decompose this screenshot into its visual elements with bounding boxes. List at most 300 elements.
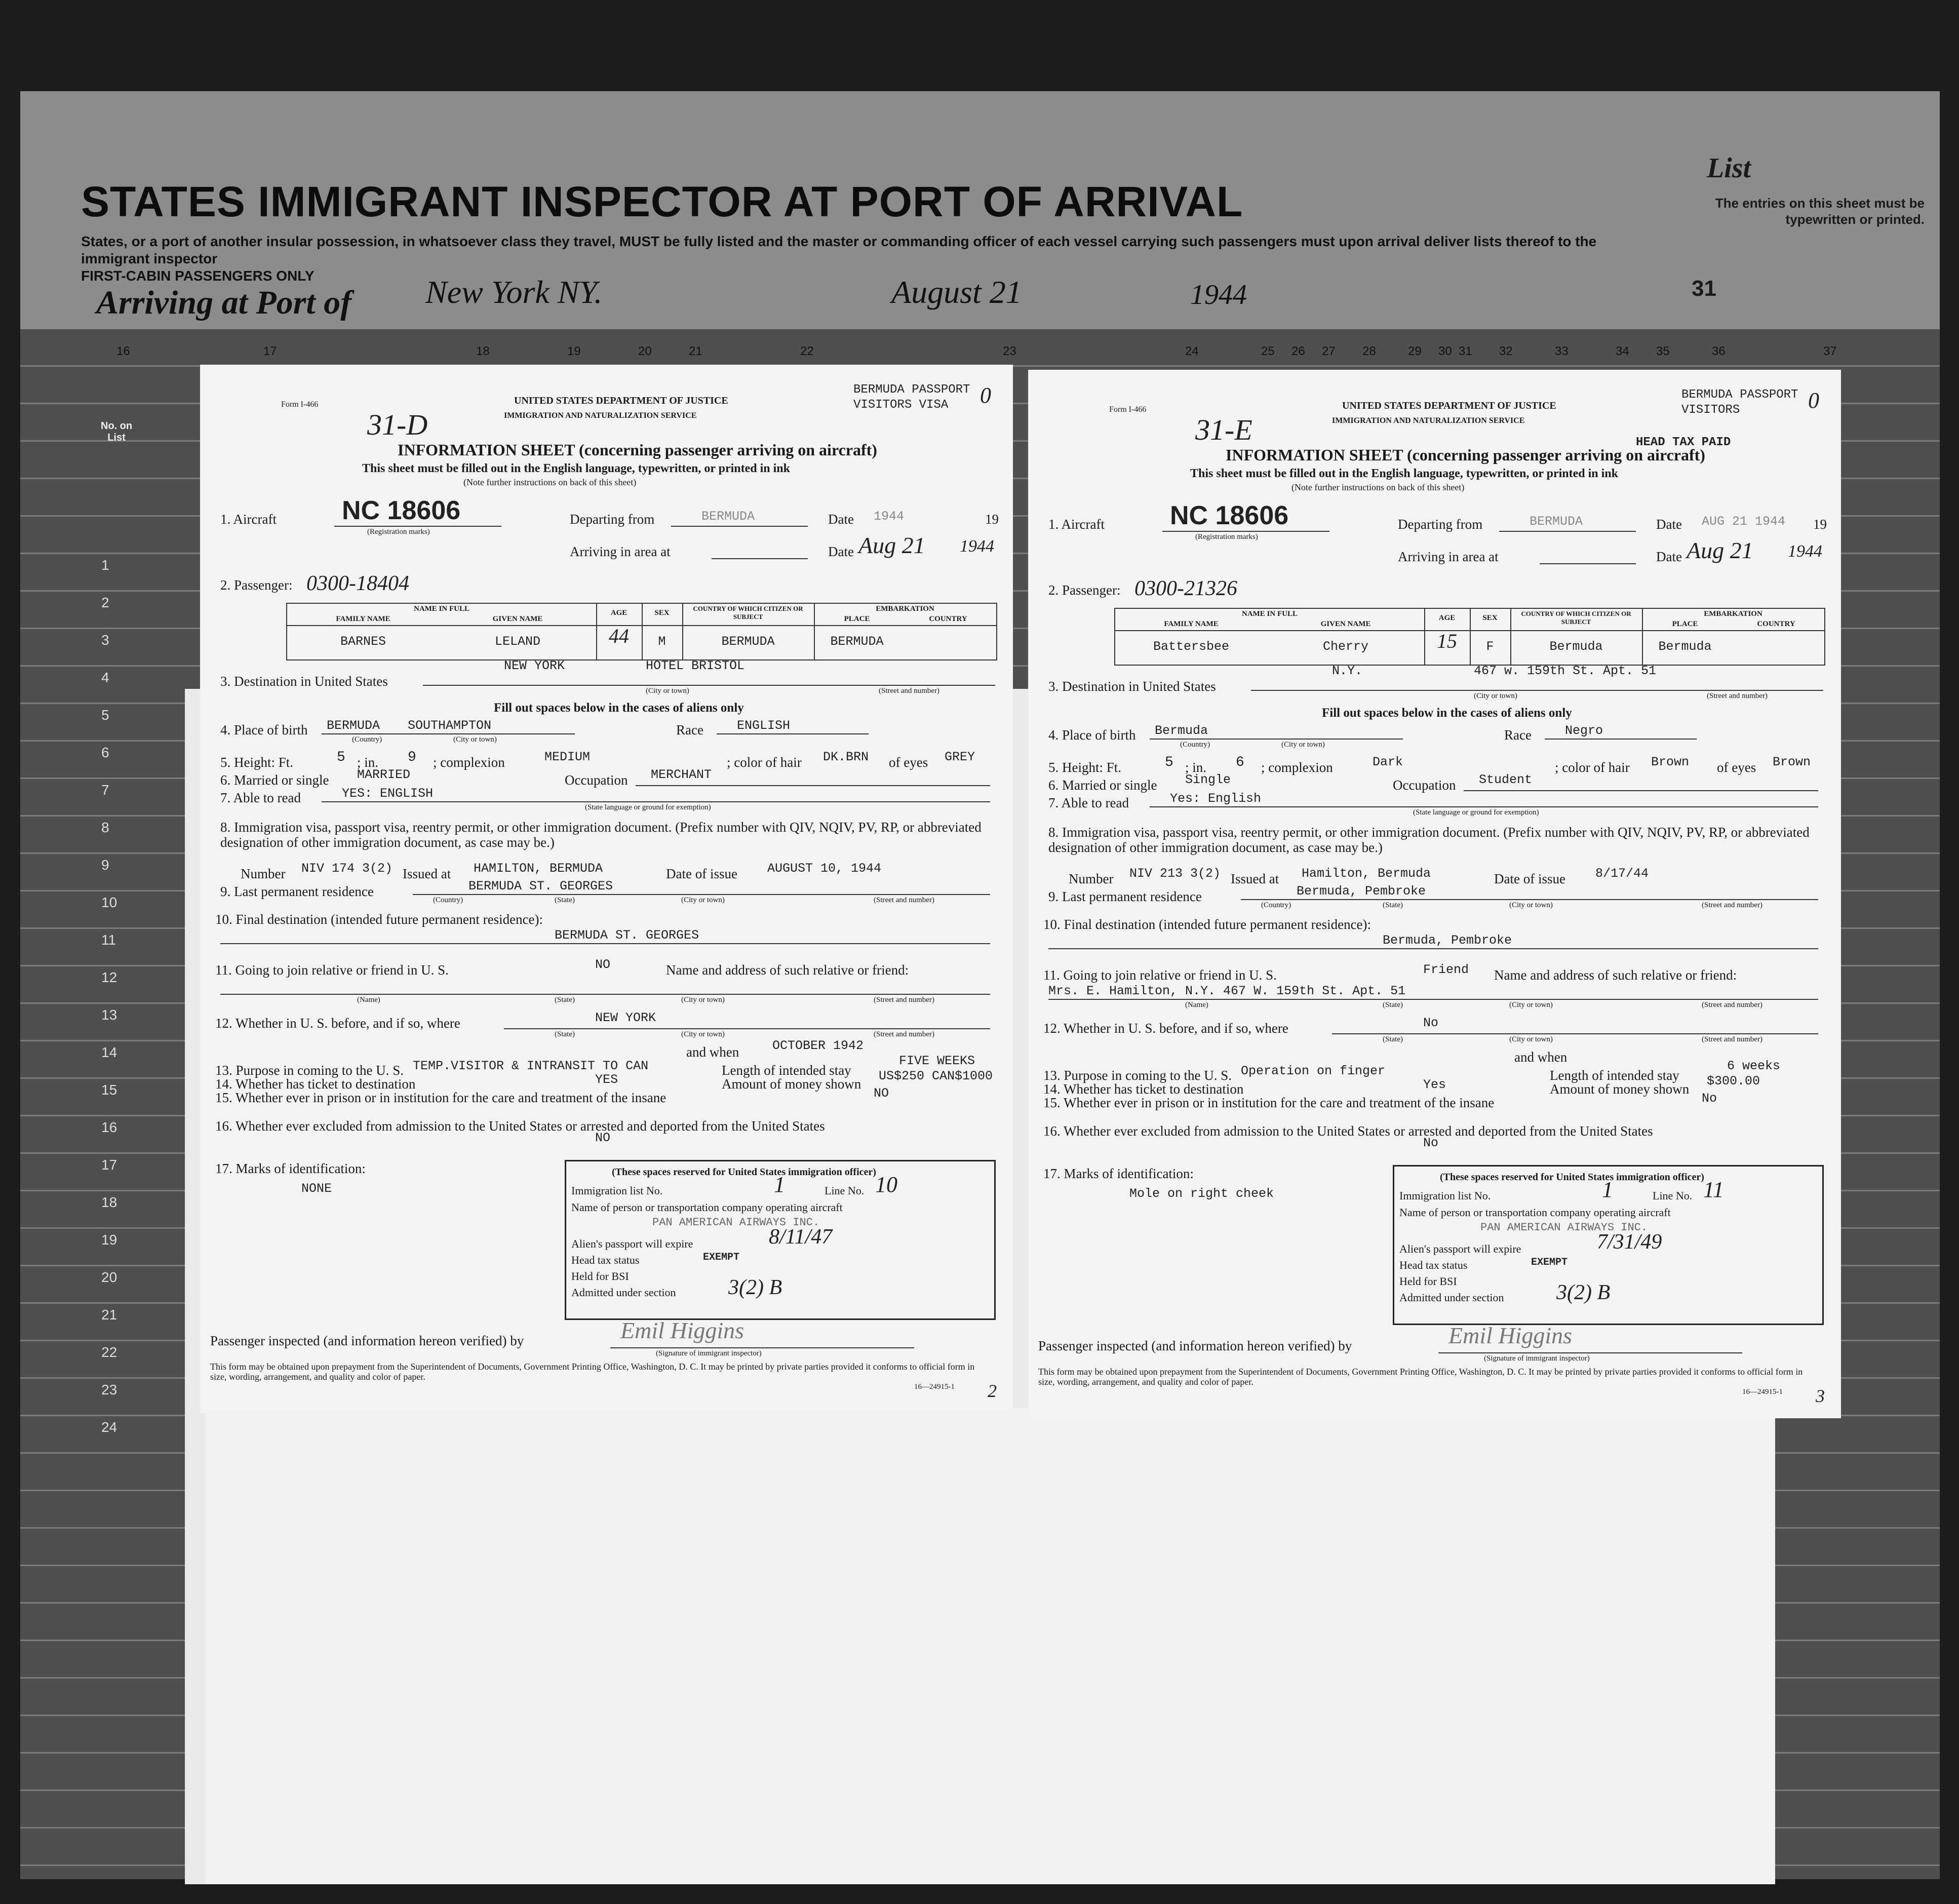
q10-label-text: Final destination (intended future permanent residence):	[236, 912, 543, 927]
signature-line	[610, 1347, 914, 1348]
form-title: INFORMATION SHEET (concerning passenger arriving on aircraft)	[398, 441, 877, 459]
city-caption-2: (City or town)	[1509, 901, 1553, 909]
ledger-subtitle	[81, 233, 1600, 285]
eyes-value: Brown	[1773, 755, 1811, 769]
q17-label-text: Marks of identification:	[1064, 1166, 1194, 1181]
q4-num: 4.	[1048, 727, 1062, 743]
marks-value: NONE	[301, 1181, 332, 1196]
cell-sex: M	[658, 634, 666, 649]
hair-label: ; color of hair	[1555, 760, 1630, 775]
q7-read-label	[220, 790, 301, 806]
city-caption: (City or town)	[1474, 692, 1517, 700]
ledger-row-number: 17	[101, 1157, 117, 1173]
ledger-row-number: 11	[101, 932, 116, 948]
th-place: PLACE	[844, 615, 870, 623]
city-caption-2: (City or town)	[681, 896, 725, 904]
q15-label-text: Whether ever in prison or in institution for the care and treatment of the insane	[1064, 1095, 1495, 1110]
ledger-column-number: 25	[1261, 344, 1275, 358]
sheet-id: 31-D	[367, 408, 428, 441]
q4-label-text: Place of birth	[234, 722, 308, 737]
ledger-row-number: 14	[101, 1044, 117, 1060]
ledger-column-number: 28	[1362, 344, 1376, 358]
q9-label-text: Last permanent residence	[234, 884, 374, 899]
q14-num: 14.	[1043, 1081, 1064, 1097]
signature-caption: (Signature of immigrant inspector)	[656, 1349, 762, 1357]
issued-at-value: HAMILTON, BERMUDA	[474, 861, 603, 876]
q13-num: 13.	[1043, 1068, 1064, 1083]
ledger-column-number: 18	[476, 344, 490, 358]
departing-from-value: BERMUDA	[1530, 514, 1583, 529]
th-name-in-full: NAME IN FULL	[413, 605, 469, 613]
line-no-label: Line No.	[825, 1184, 865, 1197]
line-no-label: Line No.	[1653, 1189, 1693, 1202]
form-footer: This form may be obtained upon prepayment from the Superintendent of Documents, Government Printing Office, Washington, D. C. It may be printed by private parties provided it conforms to official form in size, wording, arrangement, and quality and color of paper.	[210, 1362, 975, 1382]
q1-num: 1.	[1048, 517, 1062, 532]
city-caption-birth: (City or town)	[453, 735, 497, 744]
purpose-value: Operation on finger	[1241, 1064, 1386, 1078]
head-tax-value: EXEMPT	[703, 1252, 740, 1263]
ledger-row-number: 16	[101, 1119, 117, 1135]
read-line	[322, 801, 990, 802]
final-dest-value: Bermuda, Pembroke	[1383, 933, 1512, 948]
occupation-line	[1464, 790, 1818, 791]
departing-from-value: BERMUDA	[701, 509, 755, 524]
q13-num: 13.	[215, 1063, 236, 1078]
imm-list-label: Immigration list No.	[571, 1184, 663, 1197]
country-caption: (Country)	[352, 735, 382, 744]
us-before-value: No	[1423, 1016, 1439, 1030]
aircraft-line	[1162, 531, 1329, 532]
stay-value: 6 weeks	[1727, 1059, 1781, 1073]
expire-label: Alien's passport will expire	[571, 1237, 693, 1250]
name-table	[286, 603, 997, 660]
q2-num: 2.	[1048, 582, 1062, 598]
street-caption-3: (Street and number)	[1702, 1001, 1762, 1009]
q11-join-label	[1043, 967, 1277, 983]
head-tax-value: EXEMPT	[1531, 1257, 1568, 1268]
ledger-column-numbers	[20, 344, 1940, 365]
state-caption-3: (State)	[1383, 1035, 1403, 1043]
street-caption: (Street and number)	[879, 687, 939, 695]
ledger-row-number: 18	[101, 1194, 117, 1210]
date-departure-value: 1944	[874, 509, 905, 524]
q10-final-label	[215, 912, 543, 927]
height-ft-value: 5	[337, 750, 345, 765]
cell-emb-place: BERMUDA	[830, 634, 884, 649]
q11-num: 11.	[215, 962, 236, 978]
print-code: 16—24915-1	[914, 1383, 955, 1391]
race-value: ENGLISH	[737, 718, 791, 733]
aircraft-registration: NC 18606	[1170, 501, 1289, 530]
birth-line	[1150, 739, 1403, 740]
bsi-label: Held for BSI	[1399, 1275, 1457, 1288]
stay-label: Length of intended stay	[1550, 1068, 1679, 1083]
eyes-label: of eyes	[1717, 760, 1756, 775]
visa-stamp: BERMUDA PASSPORT VISITORS	[1681, 388, 1798, 417]
admitted-value: 3(2) B	[728, 1276, 782, 1299]
form-instructions: This sheet must be filled out in the English language, typewritten, or printed in ink	[1190, 467, 1618, 480]
issued-at-label: Issued at	[403, 866, 451, 881]
visa-number-value: NIV 213 3(2)	[1129, 866, 1221, 881]
money-label: Amount of money shown	[722, 1076, 861, 1092]
aliens-only-note: Fill out spaces below in the cases of aliens only	[494, 701, 744, 715]
ledger-date-handwritten: August 21	[891, 274, 1022, 310]
ledger-column-number: 32	[1499, 344, 1513, 358]
final-dest-value: BERMUDA ST. GEORGES	[555, 928, 699, 943]
money-label: Amount of money shown	[1550, 1081, 1690, 1097]
dest-city-value: N.Y.	[1332, 664, 1363, 678]
birth-line	[322, 733, 575, 734]
q3-label-text: Destination in United States	[1062, 679, 1216, 694]
money-value: US$250 CAN$1000	[879, 1069, 993, 1083]
q4-birth-label	[1048, 727, 1135, 743]
q3-destination-label	[220, 674, 388, 689]
q4-num: 4.	[220, 722, 234, 737]
q16-label-text: Whether ever excluded from admission to the United States or arrested and deported from the United States	[236, 1118, 825, 1134]
friend-address-value: Mrs. E. Hamilton, N.Y. 467 W. 159th St. Apt. 51	[1048, 984, 1406, 998]
occupation-value: Student	[1479, 772, 1533, 787]
country-caption-2: (Country)	[1261, 901, 1291, 909]
country-caption: (Country)	[1180, 741, 1210, 749]
street-caption-2: (Street and number)	[1702, 901, 1762, 909]
admitted-label: Admitted under section	[1399, 1291, 1504, 1304]
q5-num: 5.	[220, 755, 234, 770]
final-dest-line	[1048, 948, 1818, 949]
visa-stamp: BERMUDA PASSPORT VISITORS VISA	[853, 383, 970, 412]
race-line	[717, 733, 869, 734]
q17-num: 17.	[215, 1161, 236, 1176]
street-caption-4: (Street and number)	[874, 1030, 934, 1038]
join-value: Friend	[1423, 962, 1469, 977]
ledger-row-number: 8	[101, 820, 109, 835]
q10-num: 10.	[215, 912, 236, 927]
city-caption-4: (City or town)	[1509, 1035, 1553, 1043]
issue-date-label: Date of issue	[666, 866, 737, 881]
th-place: PLACE	[1672, 620, 1698, 628]
ledger-port-handwritten: New York NY.	[425, 274, 603, 310]
q16-num: 16.	[215, 1118, 236, 1134]
th-sex: SEX	[654, 609, 670, 617]
th-country-citizen: COUNTRY OF WHICH CITIZEN OR SUBJECT	[693, 605, 803, 620]
q6-married-label	[220, 772, 329, 788]
us-before-value: NEW YORK	[595, 1011, 656, 1025]
date-arrival-value: Aug 21	[1687, 537, 1753, 563]
q5-label-text: Height: Ft.	[234, 755, 294, 770]
hair-value: Brown	[1651, 755, 1690, 769]
city-caption: (City or town)	[646, 687, 689, 695]
dest-street-value: 467 w. 159th St. Apt. 51	[1474, 664, 1657, 678]
date-arrival-year: 1944	[1788, 542, 1822, 561]
married-value: MARRIED	[357, 767, 411, 782]
bsi-label: Held for BSI	[571, 1270, 629, 1283]
ledger-title: STATES IMMIGRANT INSPECTOR AT PORT OF ARRIVAL	[81, 178, 1243, 225]
ledger-column-number: 27	[1322, 344, 1336, 358]
cell-given-name: Cherry	[1322, 639, 1368, 654]
visa-number-label: Number	[1069, 871, 1114, 886]
ledger-first-cabin: FIRST-CABIN PASSENGERS ONLY	[81, 268, 315, 284]
ledger-column-number: 19	[567, 344, 581, 358]
date-19-label: 19	[985, 512, 999, 527]
height-ft-value: 5	[1165, 755, 1173, 770]
q3-num: 3.	[1048, 679, 1062, 694]
line-no-value: 10	[875, 1172, 897, 1197]
q11-num: 11.	[1043, 967, 1064, 983]
th-family-name: FAMILY NAME	[1164, 620, 1219, 628]
excluded-value: No	[1423, 1136, 1439, 1150]
city-caption-4: (City or town)	[681, 1030, 725, 1038]
q15-num: 15.	[1043, 1095, 1064, 1110]
form-number: Form I-466	[1109, 405, 1147, 414]
q16-label-text: Whether ever excluded from admission to the United States or arrested and deported from the United States	[1064, 1123, 1653, 1139]
race-value: Negro	[1565, 723, 1603, 738]
q3-destination-label	[1048, 679, 1216, 694]
th-sex: SEX	[1482, 614, 1498, 622]
cell-age: 15	[1437, 630, 1457, 652]
q2-label-text: Passenger:	[1062, 582, 1121, 598]
when-label: and when	[1514, 1050, 1568, 1065]
q9-lastres-label	[220, 884, 374, 900]
complexion-value: Dark	[1373, 755, 1403, 769]
q4-birth-label	[220, 722, 307, 738]
visa-number-value: NIV 174 3(2)	[301, 861, 393, 876]
read-value: YES: ENGLISH	[342, 786, 434, 801]
head-tax-stamp: HEAD TAX PAID	[1636, 436, 1731, 449]
ledger-column-number: 35	[1656, 344, 1670, 358]
cell-sex: F	[1486, 639, 1494, 654]
th-age: AGE	[1438, 614, 1456, 622]
last-res-value: Bermuda, Pembroke	[1297, 884, 1426, 899]
ledger-row-number: 12	[101, 969, 117, 985]
aircraft-registration: NC 18606	[342, 496, 461, 525]
country-caption-2: (Country)	[433, 896, 463, 904]
aircraft-line	[334, 526, 501, 527]
ledger-column-number: 26	[1291, 344, 1305, 358]
issue-date-value: 8/17/44	[1595, 866, 1649, 881]
q12-num: 12.	[1043, 1021, 1064, 1036]
street-caption-3: (Street and number)	[874, 996, 934, 1004]
date-19-label: 19	[1813, 517, 1827, 532]
q7-label-text: Able to read	[1061, 795, 1129, 810]
ledger-row-number: 9	[101, 857, 109, 873]
date-departure-value: AUG 21 1944	[1702, 514, 1786, 529]
ledger-row-number: 6	[101, 745, 109, 760]
operator-label: Name of person or transportation company operating aircraft	[1399, 1206, 1671, 1219]
last-res-value: BERMUDA ST. GEORGES	[468, 879, 613, 893]
date-arrival-label: Date	[828, 544, 854, 559]
officer-box	[565, 1160, 996, 1320]
ledger-column-number: 29	[1408, 344, 1422, 358]
us-before-line	[1332, 1033, 1818, 1034]
ledger-year-handwritten: 1944	[1190, 279, 1247, 310]
date-arrival-label: Date	[1656, 549, 1682, 564]
q1-aircraft-label	[220, 512, 277, 527]
q2-label-text: Passenger:	[234, 577, 293, 593]
passenger-number: 0300-18404	[306, 572, 409, 595]
ledger-column-number: 17	[263, 344, 277, 358]
q2-passenger-label	[220, 577, 292, 593]
date-label: Date	[1656, 517, 1682, 532]
complexion-label: ; complexion	[433, 755, 505, 770]
ledger-row-number: 1	[101, 557, 109, 573]
ledger-row-number: 23	[101, 1382, 117, 1397]
q14-label-text: Whether has ticket to destination	[236, 1076, 416, 1092]
friend-line	[220, 994, 990, 995]
q5-height-label	[220, 755, 293, 770]
ledger-row-number: 15	[101, 1082, 117, 1098]
race-label: Race	[676, 722, 703, 737]
print-code: 16—24915-1	[1742, 1388, 1783, 1396]
ledger-row-number: 19	[101, 1232, 117, 1248]
ticket-value: Yes	[1423, 1077, 1446, 1092]
departing-label: Departing from	[1398, 517, 1483, 532]
occupation-line	[636, 785, 990, 786]
departing-line	[1499, 531, 1636, 532]
aliens-only-note: Fill out spaces below in the cases of aliens only	[1322, 706, 1572, 720]
q12-label-text: Whether in U. S. before, and if so, where	[236, 1016, 460, 1031]
signature-caption: (Signature of immigrant inspector)	[1484, 1354, 1590, 1363]
service-name: IMMIGRATION AND NATURALIZATION SERVICE	[504, 411, 697, 420]
name-addr-label: Name and address of such relative or friend:	[1494, 967, 1737, 983]
ledger-column-number: 22	[800, 344, 814, 358]
corner-mark: 0	[1808, 388, 1819, 413]
ledger-row-number: 4	[101, 670, 109, 685]
q12-usbefore-label	[1043, 1021, 1288, 1036]
q6-label-text: Married or single	[1062, 778, 1157, 793]
visa-number-label: Number	[241, 866, 286, 881]
th-age: AGE	[610, 609, 628, 617]
q10-final-label	[1043, 917, 1371, 932]
sheet-number: 2	[988, 1381, 997, 1401]
issue-date-value: AUGUST 10, 1944	[767, 861, 882, 876]
q2-num: 2.	[220, 577, 234, 593]
stay-value: FIVE WEEKS	[899, 1054, 975, 1068]
last-res-line	[1241, 899, 1818, 900]
form-instructions-note: (Note further instructions on back of this sheet)	[463, 477, 637, 487]
q10-label-text: Final destination (intended future permanent residence):	[1064, 917, 1372, 932]
q16-num: 16.	[1043, 1123, 1064, 1139]
q8-num: 8.	[1048, 825, 1062, 840]
q9-lastres-label	[1048, 889, 1202, 905]
occupation-label: Occupation	[565, 772, 628, 788]
date-label: Date	[828, 512, 854, 527]
state-caption: (State)	[555, 896, 575, 904]
ledger-page-number: 31	[1692, 276, 1716, 301]
sheet-id: 31-E	[1195, 413, 1252, 446]
when-value: OCTOBER 1942	[772, 1038, 864, 1053]
operator-value: PAN AMERICAN AIRWAYS INC.	[652, 1216, 820, 1229]
info-sheet-right	[1028, 370, 1841, 1418]
ledger-column-number: 30	[1438, 344, 1452, 358]
q6-num: 6.	[220, 772, 234, 788]
th-family-name: FAMILY NAME	[336, 615, 390, 623]
ledger-row-number: 24	[101, 1419, 117, 1435]
th-given-name: GIVEN NAME	[492, 615, 543, 623]
final-dest-line	[220, 943, 990, 944]
ledger-row-number: 5	[101, 707, 109, 723]
admitted-value: 3(2) B	[1556, 1281, 1611, 1304]
registration-caption: (Registration marks)	[1195, 533, 1258, 541]
q1-label-text: Aircraft	[233, 512, 277, 527]
money-value: $300.00	[1707, 1074, 1760, 1089]
hair-label: ; color of hair	[727, 755, 802, 770]
ledger-row-number: 3	[101, 632, 109, 648]
form-instructions-note: (Note further instructions on back of this sheet)	[1291, 482, 1465, 492]
q14-label-text: Whether has ticket to destination	[1064, 1081, 1244, 1097]
ledger-column-number: 23	[1003, 344, 1016, 358]
state-lang-caption: (State language or ground for exemption)	[585, 803, 711, 811]
cell-family-name: Battersbee	[1153, 639, 1230, 654]
operator-value: PAN AMERICAN AIRWAYS INC.	[1480, 1221, 1648, 1234]
operator-label: Name of person or transportation company operating aircraft	[571, 1201, 843, 1214]
q1-aircraft-label	[1048, 517, 1105, 532]
state-caption-2: (State)	[1383, 1001, 1403, 1009]
prison-value: No	[1702, 1091, 1717, 1106]
name-caption: (Name)	[357, 996, 380, 1004]
q14-num: 14.	[215, 1076, 236, 1092]
birth-country-value: Bermuda	[1155, 723, 1208, 738]
ledger-column-number: 20	[638, 344, 652, 358]
q3-num: 3.	[220, 674, 234, 689]
q9-label-text: Last permanent residence	[1062, 889, 1202, 904]
q6-num: 6.	[1048, 778, 1062, 793]
married-value: Single	[1185, 772, 1231, 787]
street-caption-4: (Street and number)	[1702, 1035, 1762, 1043]
q1-num: 1.	[220, 512, 233, 527]
officer-box	[1393, 1165, 1824, 1325]
q9-num: 9.	[1048, 889, 1062, 904]
departing-label: Departing from	[570, 512, 655, 527]
ledger-typewritten-note: The entries on this sheet must be typewritten or printed.	[1715, 196, 1925, 227]
passenger-number: 0300-21326	[1134, 577, 1237, 600]
registration-caption: (Registration marks)	[367, 528, 430, 536]
q7-num: 7.	[1048, 795, 1062, 810]
issued-at-value: Hamilton, Bermuda	[1302, 866, 1431, 881]
state-caption-2: (State)	[555, 996, 575, 1004]
q17-label-text: Marks of identification:	[236, 1161, 366, 1176]
q3-label-text: Destination in United States	[234, 674, 388, 689]
expire-value: 8/11/47	[769, 1225, 833, 1249]
q13-label-text: Purpose in coming to the U. S.	[236, 1063, 404, 1078]
race-label: Race	[1504, 727, 1532, 743]
cell-citizen: Bermuda	[1549, 639, 1603, 654]
arriving-label: Arriving in area at	[570, 544, 671, 559]
cell-given-name: LELAND	[494, 634, 540, 649]
info-sheet-left	[200, 365, 1013, 1413]
ticket-value: YES	[595, 1072, 618, 1087]
q7-read-label	[1048, 795, 1129, 811]
cell-age: 44	[609, 625, 629, 647]
q11-label-text: Going to join relative or friend in U. S.	[235, 962, 449, 978]
q7-num: 7.	[220, 790, 233, 805]
ledger-row-number: 2	[101, 595, 109, 610]
ledger-column-number: 34	[1616, 344, 1629, 358]
prison-value: NO	[874, 1086, 889, 1101]
service-name: IMMIGRATION AND NATURALIZATION SERVICE	[1332, 416, 1525, 425]
ledger-arriving-label: Arriving at Port of	[96, 284, 352, 321]
friend-line	[1048, 999, 1818, 1000]
q6-married-label	[1048, 778, 1157, 793]
us-before-line	[504, 1028, 990, 1029]
q11-label-text: Going to join relative or friend in U. S.	[1063, 967, 1277, 983]
cell-emb-place: Bermuda	[1658, 639, 1712, 654]
form-instructions: This sheet must be filled out in the English language, typewritten, or printed in ink	[362, 462, 790, 475]
ledger-column-number: 24	[1185, 344, 1199, 358]
signature-line	[1438, 1352, 1742, 1353]
dest-street-value: HOTEL BRISTOL	[646, 658, 745, 673]
eyes-value: GREY	[945, 750, 975, 764]
q15-prison-label	[1043, 1095, 1494, 1111]
form-number: Form I-466	[281, 400, 319, 409]
